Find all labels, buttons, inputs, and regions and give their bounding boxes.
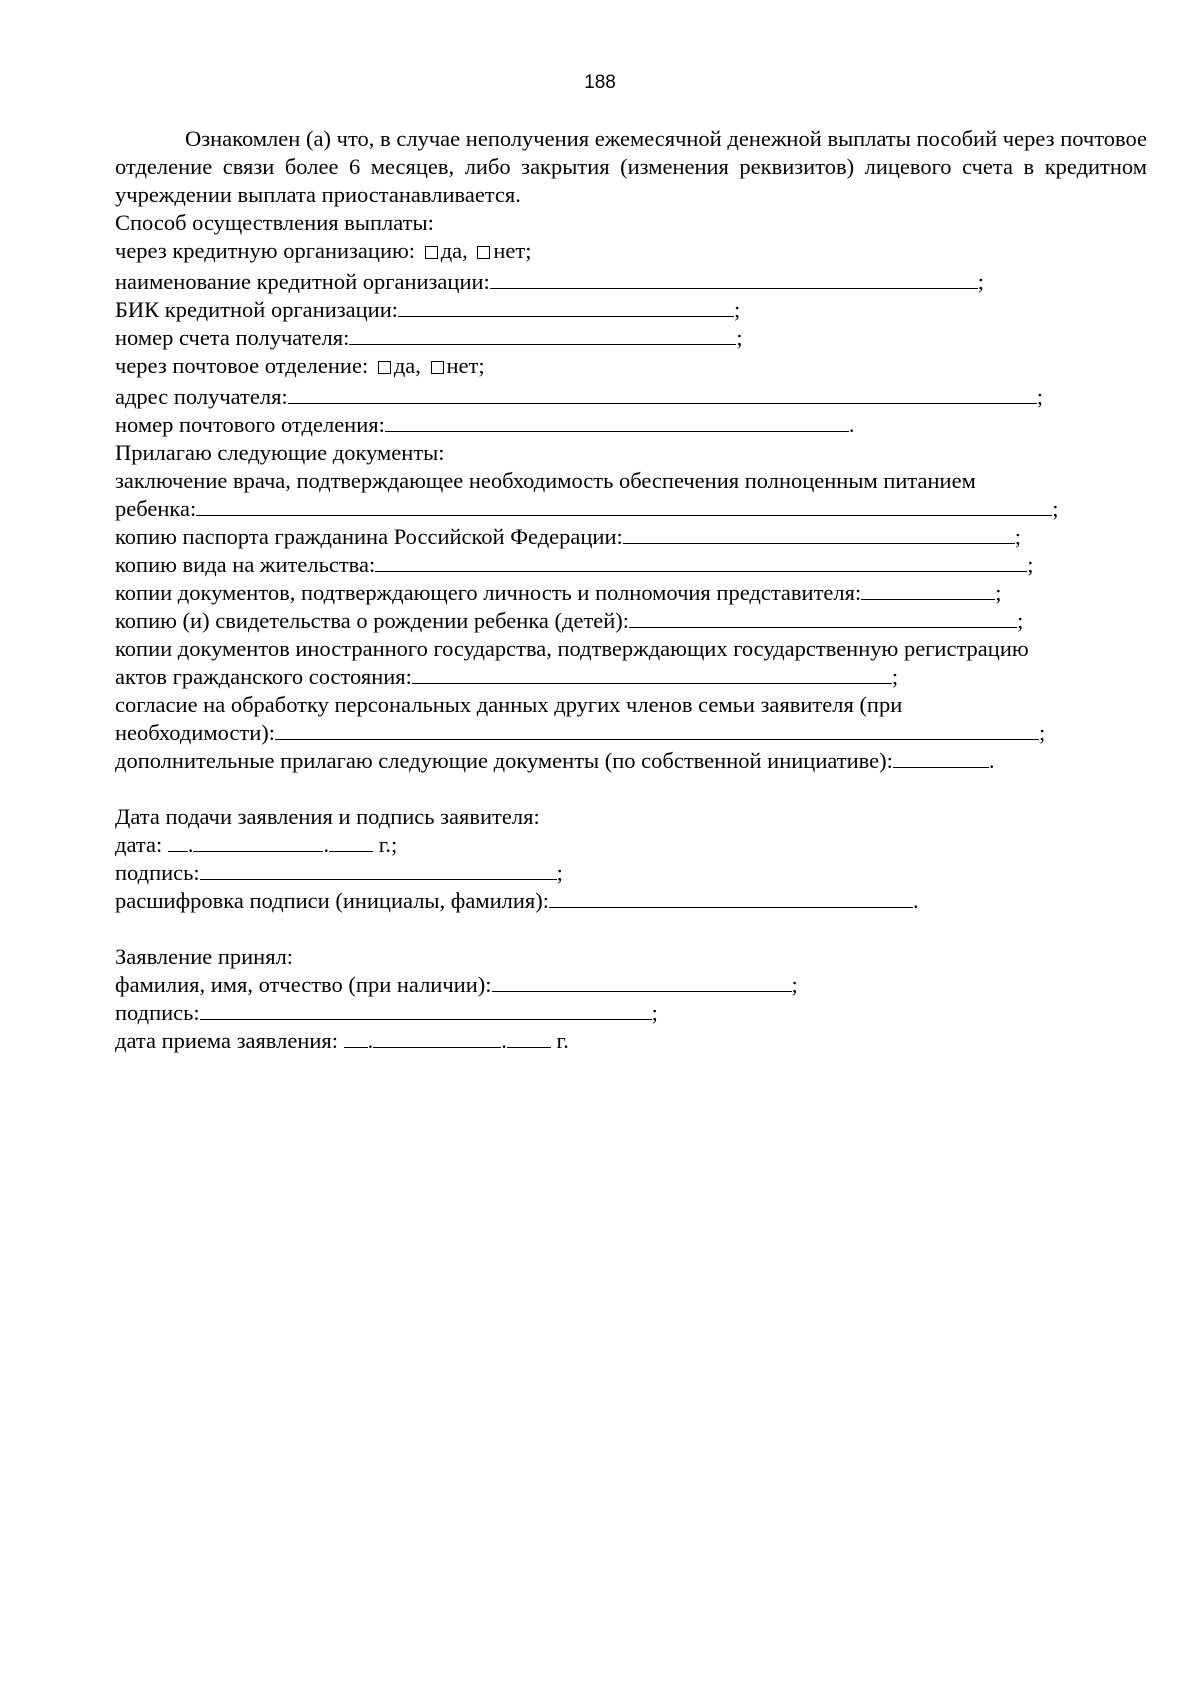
semicolon: ; (995, 580, 1002, 605)
semicolon: ; (1017, 608, 1024, 633)
credit-org-name-row (115, 268, 1147, 296)
post-yes-label: да, (393, 353, 421, 378)
page-number: 188 (584, 72, 616, 93)
credit-org-name-label: наименование кредитной организации: (115, 269, 490, 294)
semicolon: ; (1014, 524, 1021, 549)
bik-row (115, 296, 1147, 324)
semicolon: ; (1039, 720, 1046, 745)
bik-field[interactable] (398, 296, 734, 317)
semicolon: ; (1036, 384, 1043, 409)
intro-paragraph: Ознакомлен (а) что, в случае неполучения ежемесячной денежной выплаты пособий через почтовое отделение связи более 6 месяцев, либо закрытия (изменения реквизитов) лицевого счета в кредитном учреждении выплата приостанавливается. (115, 126, 1147, 207)
checkbox-icon[interactable] (378, 361, 391, 374)
applicant-signature-row (115, 859, 1147, 887)
additional-docs-label: дополнительные прилагаю следующие документы (по собственной инициативе): (115, 748, 893, 773)
credit-org-option-label: через кредитную организацию: (115, 238, 416, 263)
passport-row (115, 523, 1147, 551)
consent-label: необходимости): (115, 720, 276, 745)
representative-label: копии документов, подтверждающего личность и полномочия представителя: (115, 580, 862, 605)
payment-method-heading: Способ осуществления выплаты: (115, 210, 434, 235)
passport-field[interactable] (623, 523, 1015, 544)
doctor-conclusion-line1: заключение врача, подтверждающее необходимость обеспечения полноценным питанием (115, 468, 976, 493)
semicolon: ; (556, 860, 563, 885)
bik-label: БИК кредитной организации: (115, 297, 398, 322)
acceptance-date-row (115, 1027, 1147, 1055)
dot: . (367, 1028, 374, 1053)
credit-org-option (115, 237, 1147, 268)
representative-field[interactable] (861, 579, 995, 600)
applicant-signature-label: подпись: (115, 860, 200, 885)
submission-heading: Дата подачи заявления и подпись заявителя: (115, 804, 540, 829)
semicolon: ; (734, 297, 741, 322)
semicolon: ; (736, 325, 743, 350)
birth-cert-label: копию (и) свидетельства о рождении ребенка (детей): (115, 608, 630, 633)
post-option (115, 352, 1147, 383)
account-field[interactable] (349, 324, 736, 345)
additional-docs-field[interactable] (893, 747, 989, 768)
checkbox-icon[interactable] (431, 361, 444, 374)
consent-row (115, 719, 1147, 747)
post-office-label: номер почтового отделения: (115, 412, 385, 437)
additional-docs-row (115, 747, 1147, 775)
dot: . (501, 1028, 507, 1053)
semicolon: ; (651, 1000, 658, 1025)
dot: . (848, 412, 855, 437)
foreign-docs-field[interactable] (412, 663, 892, 684)
residence-label: копию вида на жительства: (115, 552, 376, 577)
semicolon: ; (1027, 552, 1034, 577)
year-suffix: г. (556, 1028, 569, 1053)
acceptor-fio-row (115, 971, 1147, 999)
account-label: номер счета получателя: (115, 325, 350, 350)
post-office-field[interactable] (385, 411, 849, 432)
credit-org-yes-label: да, (440, 238, 468, 263)
doctor-conclusion-label: ребенка: (115, 496, 197, 521)
residence-field[interactable] (375, 551, 1027, 572)
account-row (115, 324, 1147, 352)
checkbox-icon[interactable] (477, 246, 490, 259)
acceptor-fio-field[interactable] (492, 971, 792, 992)
checkbox-icon[interactable] (425, 246, 438, 259)
foreign-docs-line1: копии документов иностранного государства, подтверждающих государственную регистрацию (115, 636, 1029, 661)
birth-cert-row (115, 607, 1147, 635)
year-suffix: г.; (378, 832, 398, 857)
foreign-docs-row (115, 663, 1147, 691)
submission-date-label: дата: (115, 832, 163, 857)
semicolon: ; (1052, 496, 1059, 521)
semicolon: ; (891, 664, 899, 689)
foreign-docs-label: актов гражданского состояния: (115, 664, 412, 689)
spacer (115, 775, 1147, 803)
signature-decode-field[interactable] (549, 887, 913, 908)
representative-row (115, 579, 1147, 607)
acceptor-fio-label: фамилия, имя, отчество (при наличии): (115, 972, 492, 997)
address-label: адрес получателя: (115, 384, 288, 409)
address-field[interactable] (288, 383, 1037, 404)
passport-label: копию паспорта гражданина Российской Федерации: (115, 524, 623, 549)
dot: . (323, 832, 330, 857)
year-field[interactable] (507, 1027, 551, 1048)
acceptance-date-label: дата приема заявления: (115, 1028, 339, 1053)
post-option-label: через почтовое отделение: (115, 353, 369, 378)
day-field[interactable] (168, 831, 188, 852)
residence-row (115, 551, 1147, 579)
birth-cert-field[interactable] (629, 607, 1017, 628)
submission-date-row (115, 831, 1147, 859)
acceptor-signature-row (115, 999, 1147, 1027)
acceptor-signature-field[interactable] (200, 999, 652, 1020)
documents-heading: Прилагаю следующие документы: (115, 440, 445, 465)
doctor-conclusion-row (115, 495, 1147, 523)
applicant-signature-field[interactable] (200, 859, 557, 880)
day-field[interactable] (344, 1027, 368, 1048)
month-field[interactable] (373, 1027, 501, 1048)
spacer (115, 915, 1147, 943)
year-field[interactable] (329, 831, 373, 852)
post-no-label: нет; (446, 353, 485, 378)
credit-org-no-label: нет; (493, 238, 532, 263)
consent-line1: согласие на обработку персональных данных других членов семьи заявителя (при (115, 692, 903, 717)
dot: . (913, 888, 919, 913)
dot: . (988, 748, 995, 773)
address-row (115, 383, 1147, 411)
semicolon: ; (977, 269, 985, 294)
form-body (115, 125, 1147, 1055)
acceptor-signature-label: подпись: (115, 1000, 200, 1025)
semicolon: ; (791, 972, 798, 997)
month-field[interactable] (193, 831, 323, 852)
consent-field[interactable] (275, 719, 1039, 740)
dot: . (187, 832, 194, 857)
credit-org-name-field[interactable] (490, 268, 978, 289)
signature-decode-label: расшифровка подписи (инициалы, фамилия): (115, 888, 550, 913)
acceptance-heading: Заявление принял: (115, 944, 294, 969)
post-office-row (115, 411, 1147, 439)
doctor-conclusion-field[interactable] (196, 495, 1052, 516)
signature-decode-row (115, 887, 1147, 915)
